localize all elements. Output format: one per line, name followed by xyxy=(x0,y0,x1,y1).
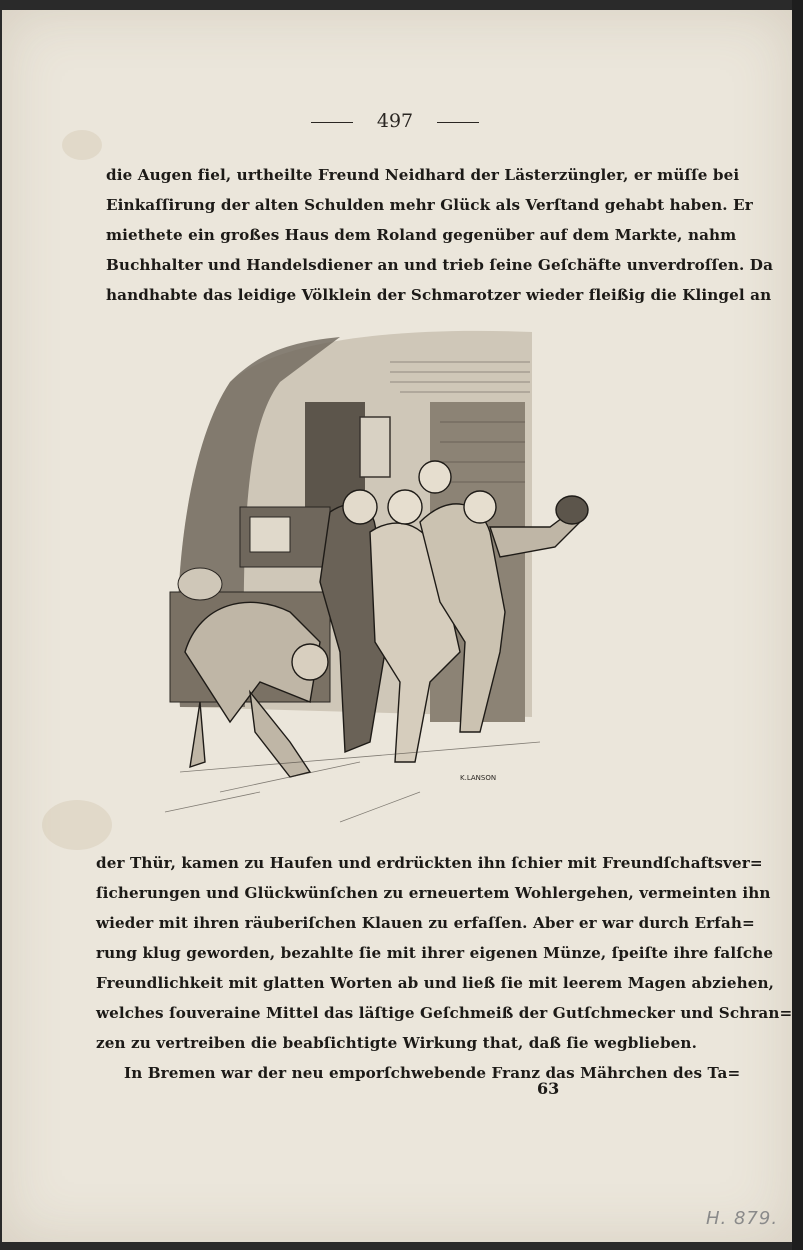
stain xyxy=(62,130,102,160)
body-text-bottom xyxy=(96,848,793,1088)
text-line: zen zu vertreiben die beabſichtigte Wirkung that, daß ſie wegblieben. xyxy=(96,1034,697,1052)
text-line: Freundlichkeit mit glatten Worten ab und ließ ſie mit leerem Magen abziehen, xyxy=(96,974,775,992)
engraving-illustration xyxy=(160,322,600,827)
text-line: welches ſouveraine Mittel das läſtige Geſchmeiß der Gutſchmecker und Schran= xyxy=(96,1004,793,1022)
text-line: Buchhalter und Handelsdiener an und trieb ſeine Geſchäfte unverdroſſen. Da xyxy=(106,256,774,274)
artist-signature: K.LANSON xyxy=(460,774,497,782)
printer-signature: 63 xyxy=(537,1079,560,1098)
text-line: In Bremen war der neu emporſchwebende Franz das Mährchen des Ta= xyxy=(124,1064,741,1082)
text-line: miethete ein großes Haus dem Roland gegenüber auf dem Markte, nahm xyxy=(106,226,737,244)
header-rule-left xyxy=(311,122,353,123)
text-line: ſicherungen und Glückwünſchen zu erneuertem Wohlergehen, vermeinten ihn xyxy=(96,884,771,902)
text-line: wieder mit ihren räuberiſchen Klauen zu erfaſſen. Aber er war durch Erfah= xyxy=(96,914,755,932)
stain xyxy=(42,800,112,850)
text-line: der Thür, kamen zu Haufen und erdrückten ihn ſchier mit Freundſchaftsver= xyxy=(96,854,763,872)
shelfmark: H. 879. xyxy=(706,1208,779,1229)
header-rule-right xyxy=(437,122,479,123)
page-header xyxy=(0,110,790,132)
text-line: rung klug geworden, bezahlte ſie mit ihrer eigenen Münze, ſpeiſte ihre falſche xyxy=(96,944,774,962)
page-number: 497 xyxy=(376,110,414,132)
body-text-top xyxy=(106,160,774,310)
text-line: handhabte das leidige Völklein der Schmarotzer wieder fleißig die Klingel an xyxy=(106,286,772,304)
text-line: die Augen fiel, urtheilte Freund Neidhard der Lästerzüngler, er müſſe bei xyxy=(106,166,740,184)
binding-edge xyxy=(792,0,803,1250)
text-line: Einkaſſirung der alten Schulden mehr Glück als Verſtand gehabt haben. Er xyxy=(106,196,753,214)
